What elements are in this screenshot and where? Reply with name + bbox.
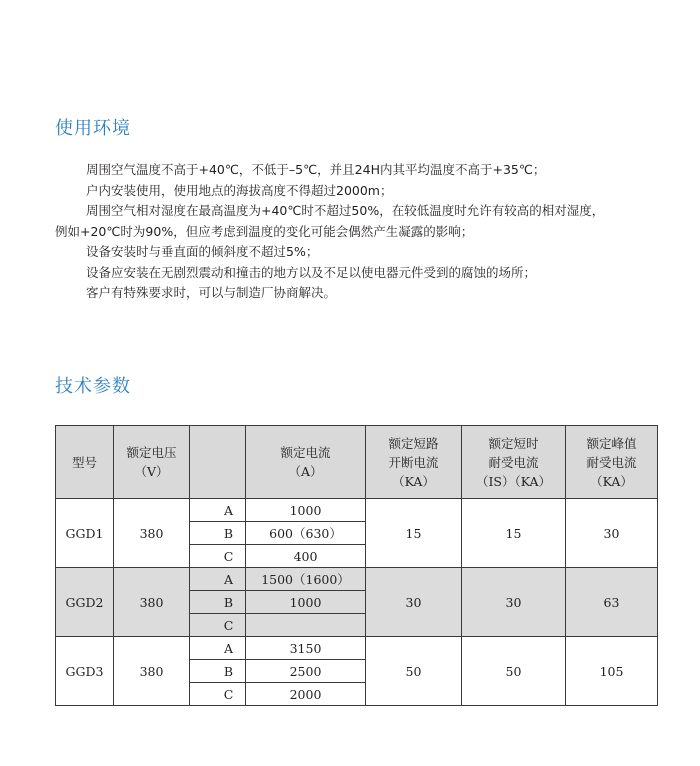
cell-peak: 63 (566, 568, 658, 637)
header-peak-withstand: 额定峰值 耐受电流 （KA） (566, 426, 658, 499)
cell-grade: A (190, 568, 246, 591)
section-title-environment: 使用环境 (55, 118, 131, 139)
environment-line: 客户有特殊要求时，可以与制造厂协商解决。 (86, 285, 337, 300)
environment-line: 设备应安装在无剧烈震动和撞击的地方以及不足以使电器元件受到的腐蚀的场所； (86, 264, 537, 280)
cell-breaking: 15 (366, 499, 462, 568)
cell-peak: 30 (566, 499, 658, 568)
cell-grade: A (190, 499, 246, 522)
cell-current: 400 (246, 545, 366, 568)
cell-model: GGD2 (56, 568, 114, 637)
cell-grade: A (190, 637, 246, 660)
cell-grade: C (190, 683, 246, 706)
environment-line: 设备安装时与垂直面的倾斜度不超过5%； (86, 244, 319, 259)
table-row (56, 568, 658, 591)
cell-grade: C (190, 614, 246, 637)
cell-grade: C (190, 545, 246, 568)
cell-breaking: 30 (366, 568, 462, 637)
cell-grade: B (190, 660, 246, 683)
table-row (56, 499, 658, 522)
cell-current (246, 614, 366, 637)
header-voltage: 额定电压 （V） (114, 426, 190, 499)
header-breaking-current: 额定短路 开断电流 （KA） (366, 426, 462, 499)
environment-line: 周围空气相对湿度在最高温度为+40℃时不超过50%，在较低温度时允许有较高的相对湿度， (86, 203, 605, 218)
cell-current: 3150 (246, 637, 366, 660)
cell-withstand: 50 (462, 637, 566, 706)
cell-voltage: 380 (114, 637, 190, 706)
environment-line: 周围空气温度不高于+40℃，不低于–5℃，并且24H内其平均温度不高于+35℃； (86, 162, 546, 177)
cell-current: 600（630） (246, 522, 366, 545)
cell-current: 2000 (246, 683, 366, 706)
cell-peak: 105 (566, 637, 658, 706)
header-current: 额定电流 （A） (246, 426, 366, 499)
header-model: 型号 (56, 426, 114, 499)
section-title-spec: 技术参数 (55, 376, 131, 397)
cell-withstand: 30 (462, 568, 566, 637)
cell-current: 1000 (246, 591, 366, 614)
cell-voltage: 380 (114, 568, 190, 637)
table-header-row (56, 426, 658, 499)
environment-line: 户内安装使用，使用地点的海拔高度不得超过2000m； (86, 182, 393, 198)
table-row (56, 637, 658, 660)
cell-grade: B (190, 522, 246, 545)
cell-grade: B (190, 591, 246, 614)
header-short-time-withstand: 额定短时 耐受电流 （IS）（KA） (462, 426, 566, 499)
environment-text (55, 160, 675, 304)
cell-breaking: 50 (366, 637, 462, 706)
cell-withstand: 15 (462, 499, 566, 568)
cell-model: GGD1 (56, 499, 114, 568)
cell-model: GGD3 (56, 637, 114, 706)
header-grade (190, 426, 246, 499)
cell-current: 2500 (246, 660, 366, 683)
environment-line: 例如+20℃时为90%，但应考虑到温度的变化可能会偶然产生凝露的影响； (55, 223, 474, 239)
cell-current: 1500（1600） (246, 568, 366, 591)
cell-current: 1000 (246, 499, 366, 522)
cell-voltage: 380 (114, 499, 190, 568)
spec-table (55, 425, 658, 706)
